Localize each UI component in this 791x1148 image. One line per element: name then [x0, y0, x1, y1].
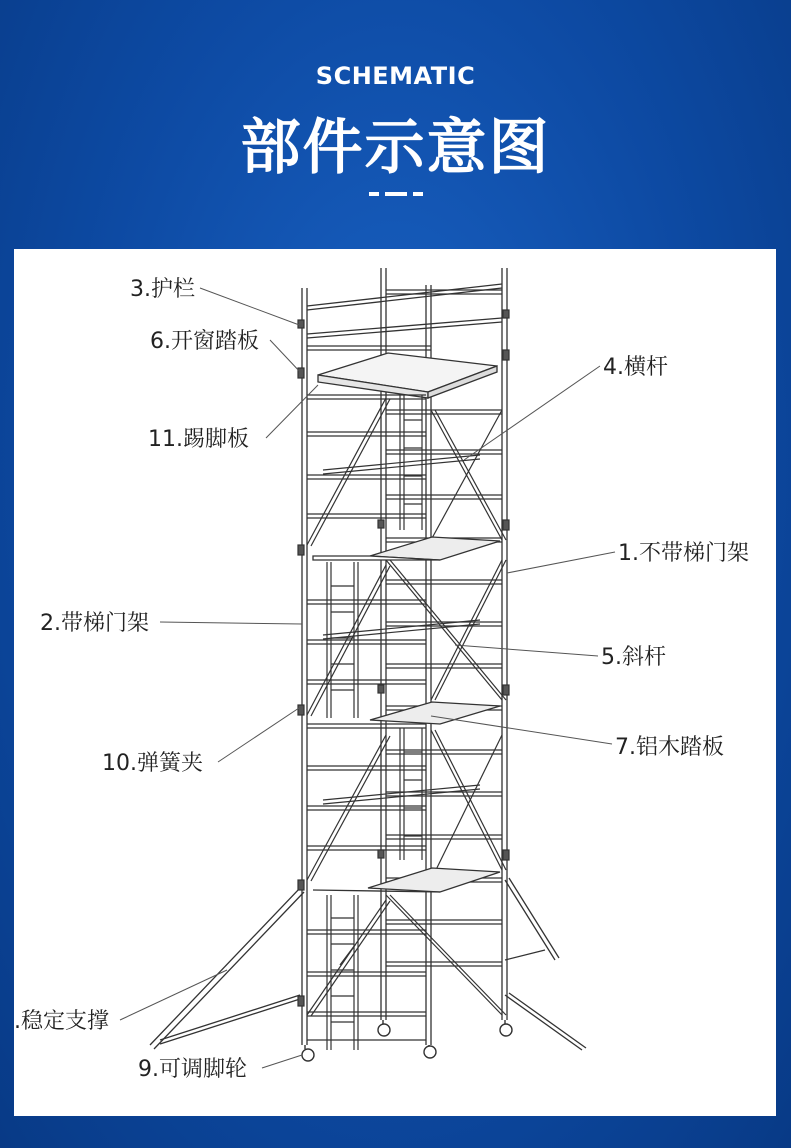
label-diagonal-brace: 5.斜杆: [601, 645, 666, 670]
label-frame-with-ladder: 2.带梯门架: [40, 611, 149, 636]
right-upright: [502, 268, 507, 1020]
label-aluminum-wood-platform: 7.铝木踏板: [615, 735, 724, 760]
label-horizontal-brace: 4.横杆: [603, 355, 668, 380]
stabilizers: [150, 878, 586, 1050]
label-spring-clip: 10.弹簧夹: [102, 751, 203, 776]
guardrail: [307, 284, 502, 350]
scaffold-structure: [150, 268, 586, 1061]
label-hatch-platform: 6.开窗踏板: [150, 329, 259, 354]
page-title: 部件示意图: [240, 113, 551, 183]
horizontal-braces: [323, 455, 480, 804]
label-stabilizer: .稳定支撑: [14, 1009, 109, 1034]
label-frame-without-ladder: 1.不带梯门架: [618, 541, 749, 566]
label-guardrail: 3.护栏: [130, 277, 195, 302]
top-platform: [318, 353, 497, 398]
label-toe-board: 11.踢脚板: [148, 427, 249, 452]
label-adjustable-caster: 9.可调脚轮: [138, 1057, 247, 1082]
left-upright: [302, 288, 307, 1045]
header-eyebrow: SCHEMATIC: [315, 62, 476, 90]
